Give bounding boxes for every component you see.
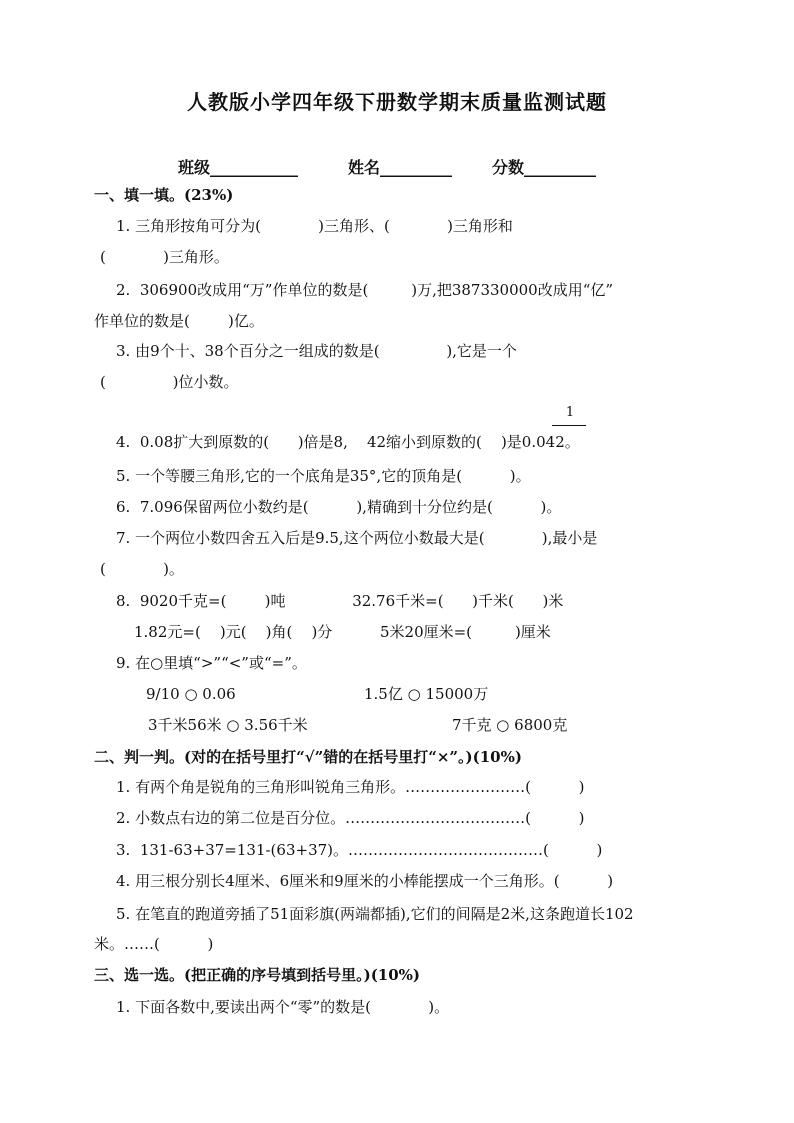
- section1-heading: 一、填一填。(23%): [94, 186, 234, 204]
- s3-q1: 1. 下面各数中,要读出两个“零”的数是( )。: [116, 998, 450, 1016]
- s1-q1-line2: ( )三角形。: [100, 248, 229, 266]
- section3-heading: 三、选一选。(把正确的序号填到括号里。)(10%): [94, 966, 421, 984]
- s1-q4: 4. 0.08扩大到原数的( )倍是8, 42缩小到原数的( )是0.042。: [116, 433, 580, 451]
- s2-q5-line1: 5. 在笔直的跑道旁插了51面彩旗(两端都插),它们的间隔是2米,这条跑道长102: [116, 905, 634, 923]
- class-field: 班级___________: [178, 158, 299, 177]
- name-field: 姓名_________: [348, 158, 453, 177]
- q4-fraction-bar: [552, 425, 586, 426]
- s1-q7-line1: 7. 一个两位小数四舍五入后是9.5,这个两位小数最大是( ),最小是: [116, 529, 598, 547]
- section2-heading: 二、判一判。(对的在括号里打“√”错的在括号里打“×”。)(10%): [94, 748, 522, 766]
- s1-q2-line1: 2. 306900改成用“万”作单位的数是( )万,把387330000改成用“亿”: [116, 281, 614, 299]
- s1-q6: 6. 7.096保留两位小数约是( ),精确到十分位约是( )。: [116, 498, 562, 516]
- s2-q1: 1. 有两个角是锐角的三角形叫锐角三角形。……………………( ): [116, 778, 585, 796]
- s2-q2: 2. 小数点右边的第二位是百分位。………………………………( ): [116, 809, 585, 827]
- s1-q2-line2: 作单位的数是( )亿。: [94, 312, 264, 330]
- s1-q9-item-a: 9/10 ○ 0.06: [146, 685, 236, 703]
- s1-q9-item-d: 7千克 ○ 6800克: [452, 716, 568, 734]
- s1-q3-line2: ( )位小数。: [100, 373, 239, 391]
- s2-q3: 3. 131-63+37=131-(63+37)。…………………………………( ): [116, 841, 603, 859]
- s1-q3-line1: 3. 由9个十、38个百分之一组成的数是( ),它是一个: [116, 342, 517, 360]
- s1-q5: 5. 一个等腰三角形,它的一个底角是35°,它的顶角是( )。: [116, 467, 531, 485]
- s1-q9: 9. 在○里填“>”“<”或“=”。: [116, 654, 307, 672]
- q4-fraction-numerator: 1: [565, 405, 575, 420]
- s1-q8-line1: 8. 9020千克=( )吨 32.76千米=( )千米( )米: [116, 592, 564, 610]
- s1-q7-line2: ( )。: [100, 560, 184, 578]
- s2-q4: 4. 用三根分别长4厘米、6厘米和9厘米的小棒能摆成一个三角形。( ): [116, 872, 614, 890]
- s2-q5-line2: 米。……( ): [94, 935, 214, 953]
- s1-q9-item-c: 3千米56米 ○ 3.56千米: [148, 716, 308, 734]
- page-title: 人教版小学四年级下册数学期末质量监测试题: [187, 90, 607, 114]
- s1-q9-item-b: 1.5亿 ○ 15000万: [364, 685, 489, 703]
- s1-q1-line1: 1. 三角形按角可分为( )三角形、( )三角形和: [116, 217, 513, 235]
- s1-q8-line2: 1.82元=( )元( )角( )分 5米20厘米=( )厘米: [134, 623, 551, 641]
- score-field: 分数_________: [492, 158, 597, 177]
